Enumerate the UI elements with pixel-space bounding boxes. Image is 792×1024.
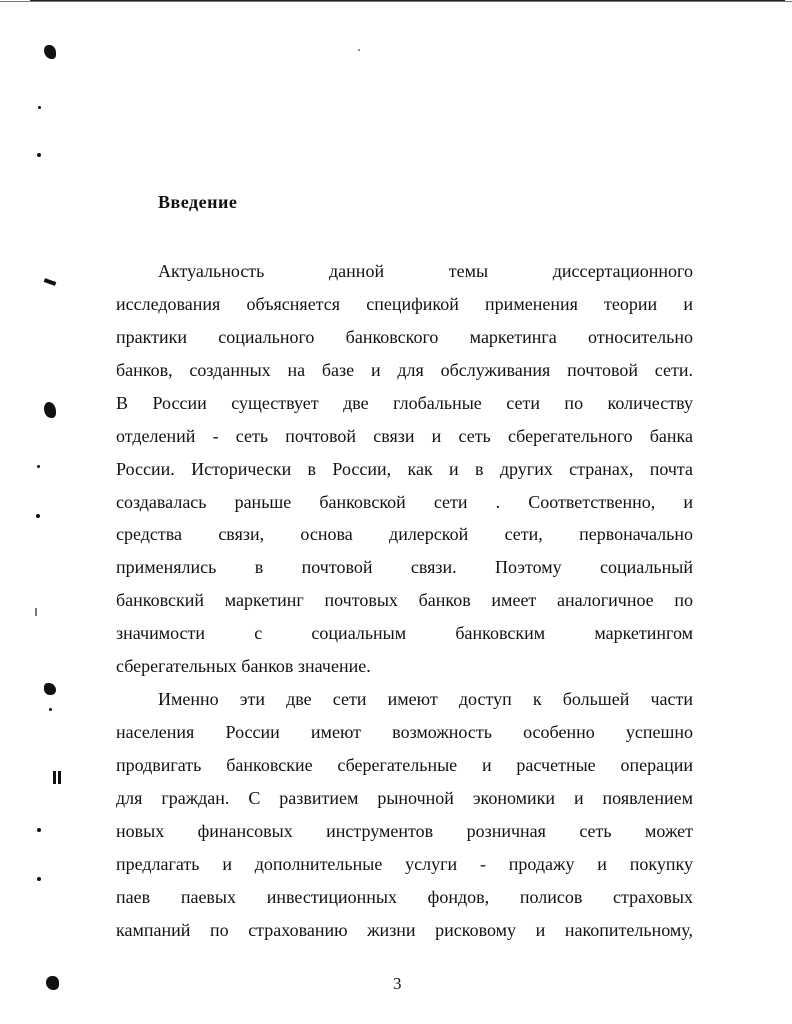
paragraph-line: России. Исторически в России, как и в других странах, почта xyxy=(116,459,693,479)
paragraph-line: отделений - сеть почтовой связи и сеть сберегательного банка xyxy=(116,426,693,446)
paragraph-line: Именно эти две сети имеют доступ к большей части xyxy=(158,689,693,709)
section-heading: Введение xyxy=(158,192,238,212)
scan-artifact-dot xyxy=(37,153,41,157)
scan-artifact-dot xyxy=(35,608,37,616)
scan-artifact-mark xyxy=(44,683,56,695)
paragraph-line: продвигать банковские сберегательные и расчетные операции xyxy=(116,755,693,775)
paragraph-line: сберегательных банков значение. xyxy=(116,656,371,676)
paragraph-line: Актуальность данной темы диссертационного xyxy=(158,261,693,281)
top-border-line-thin xyxy=(0,1,792,2)
scan-artifact-dot xyxy=(37,828,41,832)
paragraph-line: для граждан. С развитием рыночной экономики и появлением xyxy=(116,788,693,808)
scan-artifact-dot xyxy=(36,514,40,518)
paragraph-line: банков, созданных на базе и для обслуживания почтовой сети. xyxy=(116,360,693,380)
paragraph-line: В России существует две глобальные сети по количеству xyxy=(116,393,693,413)
paragraph-line: практики социального банковского маркетинга относительно xyxy=(116,327,693,347)
scan-artifact-mark xyxy=(44,402,56,418)
scan-artifact-dot xyxy=(49,708,52,711)
scan-artifact-mark xyxy=(44,278,57,286)
scan-artifact-dot xyxy=(38,106,41,109)
paragraph-line: исследования объясняется спецификой применения теории и xyxy=(116,294,693,314)
scan-artifact-mark xyxy=(46,976,59,990)
paragraph-line: предлагать и дополнительные услуги - продажу и покупку xyxy=(116,854,693,874)
scan-artifact-mark xyxy=(58,771,61,784)
paragraph-line: новых финансовых инструментов розничная сеть может xyxy=(116,821,693,841)
paragraph-line: применялись в почтовой связи. Поэтому социальный xyxy=(116,557,693,577)
page-number: 3 xyxy=(393,974,402,993)
paragraph-line: банковский маркетинг почтовых банков имеет аналогичное по xyxy=(116,590,693,610)
scan-artifact-mark xyxy=(53,771,56,784)
paragraph-line: средства связи, основа дилерской сети, первоначально xyxy=(116,524,693,544)
paragraph-line: значимости с социальным банковским маркетингом xyxy=(116,623,693,643)
paragraph-line: паев паевых инвестиционных фондов, полисов страховых xyxy=(116,887,693,907)
paragraph-line: создавалась раньше банковской сети . Соответственно, и xyxy=(116,492,693,512)
scan-artifact-dot xyxy=(358,49,360,51)
scan-artifact-dot xyxy=(37,877,41,881)
paragraph-line: населения России имеют возможность особенно успешно xyxy=(116,722,693,742)
scan-artifact-dot xyxy=(37,465,40,468)
scan-artifact-mark xyxy=(44,45,56,59)
paragraph-line: кампаний по страхованию жизни рисковому и накопительному, xyxy=(116,920,693,940)
